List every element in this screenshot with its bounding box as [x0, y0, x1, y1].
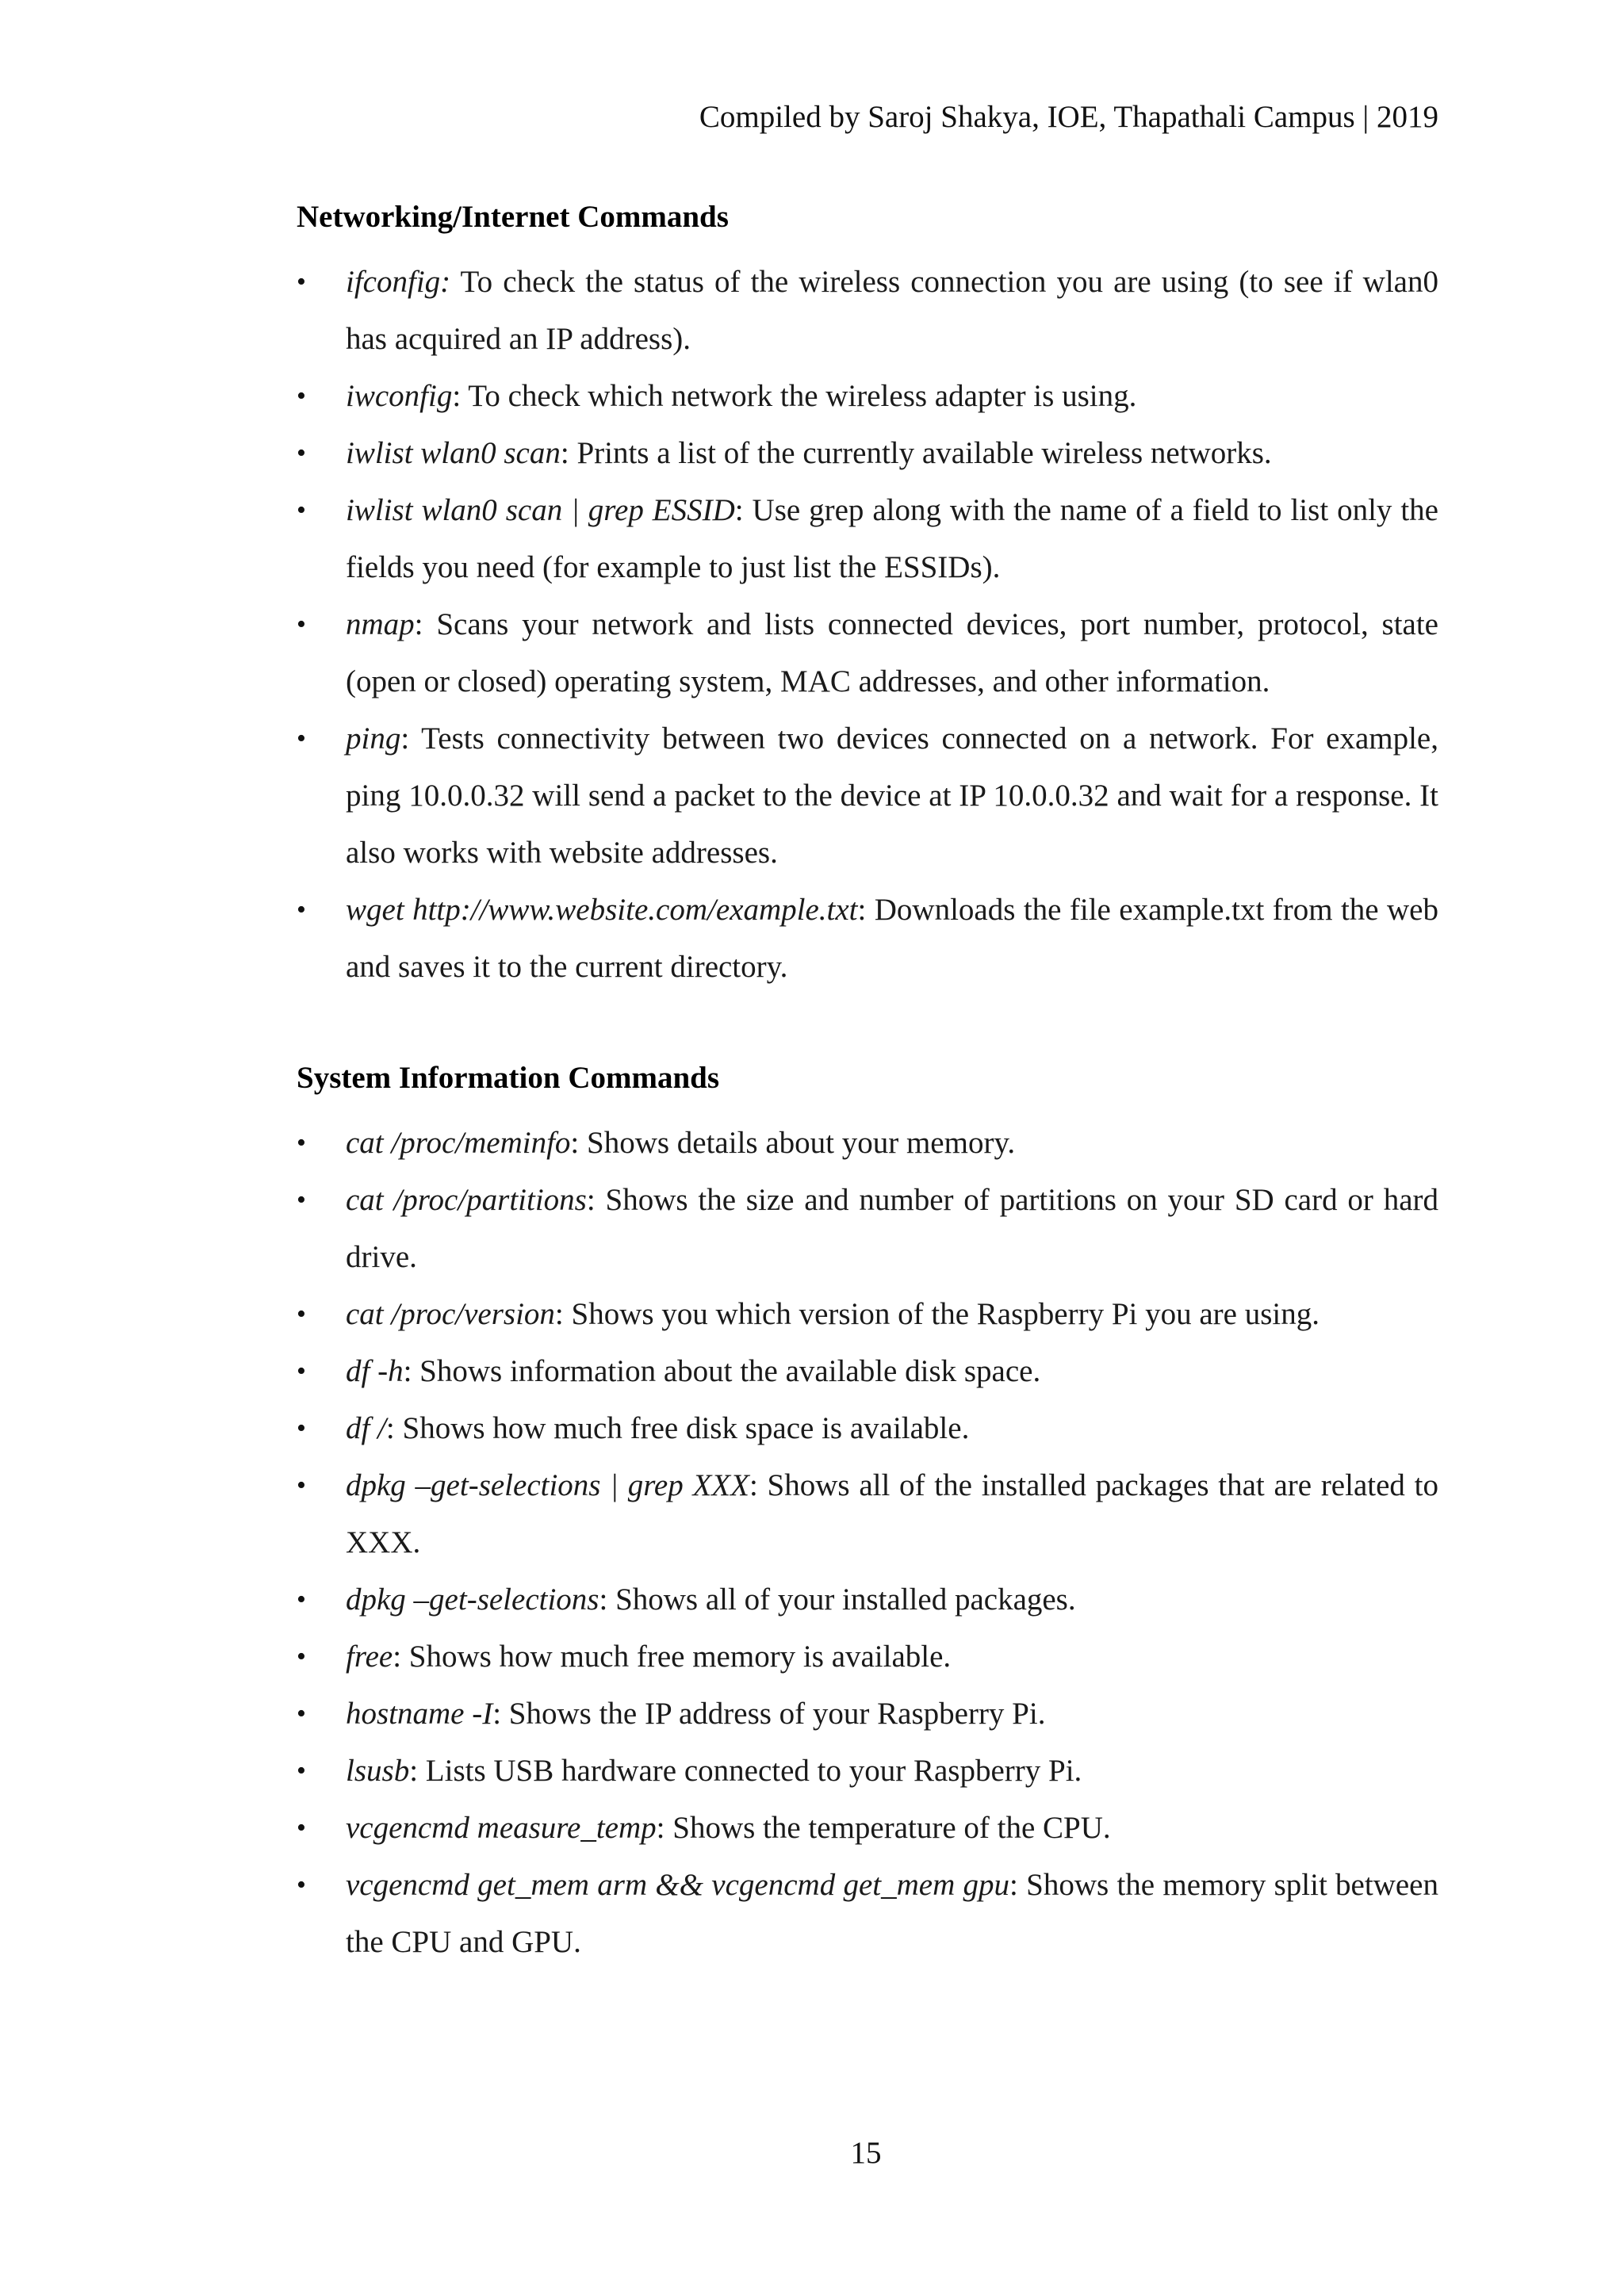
command-description: : Prints a list of the currently available wireless networks.	[560, 436, 1272, 470]
command-description: : Shows information about the available disk space.	[403, 1354, 1041, 1388]
command-description: : Shows details about your memory.	[570, 1126, 1016, 1160]
command-name: vcgencmd get_mem arm && vcgencmd get_mem gpu	[346, 1868, 1010, 1902]
command-name: wget http://www.website.com/example.txt	[346, 893, 858, 927]
command-name: vcgencmd measure_temp	[346, 1811, 657, 1845]
command-description: : Shows the memory split between the CPU and GPU.	[346, 1868, 1438, 1959]
command-description: : Shows you which version of the Raspberry Pi you are using.	[554, 1297, 1320, 1331]
list-item	[297, 1743, 1438, 1800]
command-name: lsusb	[346, 1754, 410, 1788]
list-item	[297, 254, 1438, 368]
list-item	[297, 1343, 1438, 1400]
command-description: To check the status of the wireless connection you are using (to see if wlan0 has acquired an IP address).	[346, 265, 1438, 356]
command-name: iwconfig	[346, 379, 453, 413]
command-description: : Scans your network and lists connected devices, port number, protocol, state (open or closed) operating system, MAC addresses, and other information.	[346, 607, 1438, 698]
list-item	[297, 1400, 1438, 1457]
list-item	[297, 425, 1438, 482]
command-name: dpkg –get-selections | grep XXX	[346, 1468, 749, 1502]
command-description: : Shows the temperature of the CPU.	[656, 1811, 1111, 1845]
list-item	[297, 1286, 1438, 1343]
command-description: : Tests connectivity between two devices connected on a network. For example, ping 10.0.0.32 will send a packet to the device at IP 10.0.0.32 and wait for a response. It also works with website addresses.	[346, 721, 1438, 870]
list-item	[297, 1115, 1438, 1172]
list-item	[297, 1172, 1438, 1286]
page-number: 15	[850, 2136, 882, 2170]
command-name: cat /proc/version	[346, 1297, 555, 1331]
list-item	[297, 1457, 1438, 1571]
list-item	[297, 596, 1438, 710]
networking-section	[297, 197, 1438, 996]
list-item	[297, 1686, 1438, 1743]
command-name: df -h	[346, 1354, 404, 1388]
list-item	[297, 882, 1438, 996]
list-item	[297, 710, 1438, 882]
command-name: ifconfig:	[346, 265, 451, 299]
command-name: df /	[346, 1411, 386, 1445]
command-description: : Use grep along with the name of a field to list only the fields you need (for example to just list the ESSIDs).	[346, 493, 1438, 584]
networking-command-list	[297, 254, 1438, 996]
list-item	[297, 1571, 1438, 1628]
command-name: hostname -I	[346, 1697, 493, 1731]
page-header: Compiled by Saroj Shakya, IOE, Thapathali Campus | 2019	[699, 100, 1438, 134]
list-item	[297, 1800, 1438, 1857]
system-info-section	[297, 1058, 1438, 1971]
command-name: iwlist wlan0 scan | grep ESSID	[346, 493, 735, 527]
command-name: cat /proc/meminfo	[346, 1126, 571, 1160]
command-name: ping	[346, 721, 401, 756]
section-title-networking: Networking/Internet Commands	[297, 200, 729, 234]
list-item	[297, 482, 1438, 596]
command-name: iwlist wlan0 scan	[346, 436, 561, 470]
command-name: cat /proc/partitions	[346, 1183, 587, 1217]
command-description: : Shows how much free memory is available.	[393, 1640, 952, 1674]
system-info-command-list	[297, 1115, 1438, 1971]
list-item	[297, 368, 1438, 425]
list-item	[297, 1628, 1438, 1686]
command-description: : Lists USB hardware connected to your Raspberry Pi.	[409, 1754, 1082, 1788]
command-name: dpkg –get-selections	[346, 1582, 599, 1617]
command-name: free	[346, 1640, 393, 1674]
section-title-system-info: System Information Commands	[297, 1061, 720, 1095]
command-description: : Downloads the file example.txt from the web and saves it to the current directory.	[346, 893, 1438, 984]
command-name: nmap	[346, 607, 415, 641]
command-description: : Shows how much free disk space is available.	[385, 1411, 970, 1445]
list-item	[297, 1857, 1438, 1971]
command-description: : Shows the size and number of partitions on your SD card or hard drive.	[346, 1183, 1438, 1274]
command-description: : To check which network the wireless adapter is using.	[452, 379, 1137, 413]
command-description: : Shows all of your installed packages.	[599, 1582, 1076, 1617]
command-description: : Shows the IP address of your Raspberry Pi.	[492, 1697, 1046, 1731]
command-description: : Shows all of the installed packages that are related to XXX.	[346, 1468, 1438, 1559]
